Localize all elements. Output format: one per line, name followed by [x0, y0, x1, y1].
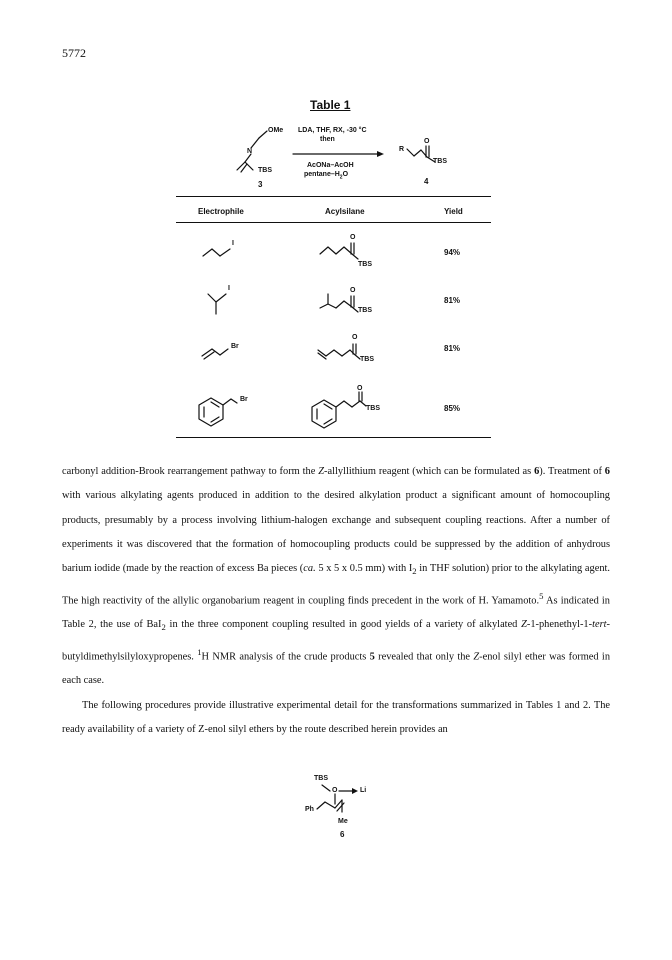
p1-cpd6-a: 6 — [534, 466, 540, 477]
p1-i: -butyldimethylsilyloxypropenes. — [62, 619, 610, 663]
label-ome: OMe — [268, 127, 284, 134]
p1-ca: ca. — [303, 563, 316, 575]
row4-yield: 85% — [444, 404, 461, 413]
p1-a2: -allyllithium reagent (which can be formulated as — [324, 466, 535, 477]
p1-z2: Z — [521, 619, 527, 631]
reagent-line-4-end: O — [342, 171, 349, 178]
reagent-line-4-sub: 2 — [339, 174, 343, 181]
row2-yield: 81% — [444, 296, 461, 305]
row3-acylsilane — [316, 332, 386, 372]
compound-number-4: 4 — [424, 177, 429, 186]
s6-ph: Ph — [305, 806, 314, 813]
s6-li: Li — [360, 787, 367, 794]
row1-electrophile — [200, 240, 250, 264]
p1-nmr-sup: 1 — [197, 646, 202, 657]
p1-g: in the three component coupling resulted in good yields of a variety of alkylated — [165, 619, 522, 631]
p1-j: H NMR analysis of the crude products — [201, 651, 370, 663]
p1-l: -enol silyl ether was formed in each case. — [62, 651, 611, 687]
row3-electrophile-atom: Br — [231, 343, 239, 350]
table-rule-mid — [176, 222, 491, 223]
s6-number: 6 — [340, 830, 345, 839]
label-o-product: O — [424, 138, 430, 145]
row4-o: O — [357, 385, 363, 392]
row4-electrophile-atom: Br — [240, 396, 248, 403]
row3-electrophile — [200, 340, 250, 364]
label-tbs-product: TBS — [433, 158, 447, 165]
row2-tbs: TBS — [358, 307, 372, 314]
p1-c: with various alkylating agents produced in addition to the desired alkylation product a significant amount of homocoupling products, presumably by a process involving lithium-halogen exchange and subsequent coupling reactions. After a number of experiments it was discovered that the formation of homocoupling products could be suppressed by the addition of anhydrous barium iodide (made by the reaction of excess Ba pieces ( — [62, 490, 610, 575]
p1-f: As indicated in Table 2, the use of BaI — [62, 595, 611, 631]
row2-acylsilane — [318, 280, 388, 320]
row1-o: O — [350, 234, 356, 241]
header-acylsilane: Acylsilane — [325, 207, 365, 216]
table-rule-bottom — [176, 437, 491, 438]
reagent-line-1: LDA, THF, RX, -30 °C — [298, 127, 367, 134]
reagent-line-4-text: pentane–H — [304, 171, 340, 178]
row2-o: O — [350, 287, 356, 294]
row1-tbs: TBS — [358, 261, 372, 268]
table-rule-top — [176, 196, 491, 197]
paragraph-2: The following procedures provide illustrative experimental detail for the transformations summarized in Tables 1 and 2. The ready availability of a variety of Z-enol silyl ethers by the route described herein provides an — [62, 699, 610, 736]
table-title: Table 1 — [310, 98, 351, 112]
p1-d: 5 x 5 x 0.5 mm) with I — [315, 563, 413, 575]
p1-tert: tert — [592, 619, 607, 631]
reagent-line-4 — [304, 171, 348, 180]
p1-h: -1-phenethyl-1- — [526, 619, 593, 631]
p1-a: carbonyl addition-Brook rearrangement pathway to form the — [62, 466, 319, 477]
row1-yield: 94% — [444, 248, 461, 257]
p1-bai2-sub: 2 — [161, 622, 166, 633]
paragraph-1 — [62, 460, 610, 694]
s6-me: Me — [338, 818, 348, 825]
reagent-line-2: then — [320, 136, 335, 143]
row3-tbs: TBS — [360, 356, 374, 363]
body-text — [62, 460, 610, 742]
row1-electrophile-atom: I — [232, 240, 234, 247]
p1-i2-sub: 2 — [412, 566, 417, 577]
row2-electrophile — [200, 286, 250, 320]
page-number: 5772 — [62, 46, 86, 60]
compound-number-3: 3 — [258, 180, 263, 189]
p1-cpd6-b: 6 — [604, 466, 610, 477]
reagent-line-3: AcONa–AcOH — [307, 162, 354, 169]
p1-e: in THF solution) prior to the alkylating agent. The high reactivity of the allylic organobarium reagent in coupling finds precedent in the work of H. Yamamoto. — [62, 563, 611, 607]
row3-o: O — [352, 334, 358, 341]
p1-z1: Z — [318, 466, 325, 477]
header-electrophile: Electrophile — [198, 207, 244, 216]
p1-ref5: 5 — [539, 590, 544, 601]
label-n: N — [247, 148, 253, 155]
product-structure — [400, 136, 460, 176]
reaction-arrow — [293, 150, 385, 158]
row3-yield: 81% — [444, 344, 461, 353]
header-yield: Yield — [444, 207, 463, 216]
p1-k: revealed that only the — [374, 651, 474, 663]
label-tbs-start: TBS — [258, 167, 272, 174]
p1-z3: Z — [473, 651, 480, 663]
s6-tbs: TBS — [314, 775, 328, 782]
row4-tbs: TBS — [366, 405, 380, 412]
row2-electrophile-atom: I — [228, 285, 230, 292]
label-r: R — [399, 146, 405, 153]
s6-o: O — [332, 787, 338, 794]
p1-cpd5: 5 — [369, 651, 375, 663]
p1-b: ). Treatment of — [539, 466, 605, 477]
